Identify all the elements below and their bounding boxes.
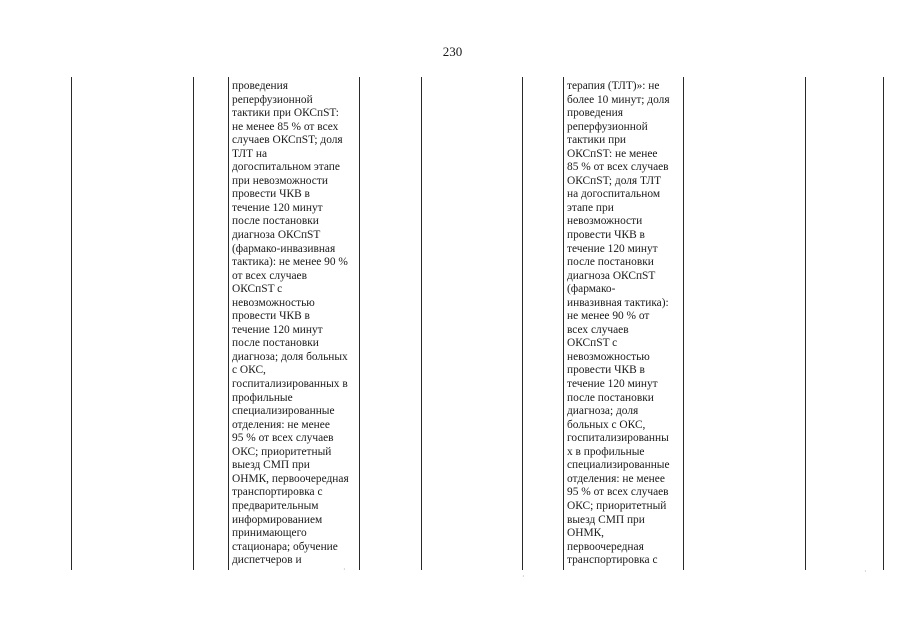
- page-number: 230: [442, 44, 463, 59]
- table-column-rule: [683, 77, 684, 570]
- table-cell-text-left: проведения реперфузионной тактики при ОКСпST: не менее 85 % от всех случаев ОКСпST; доля ТЛТ на догоспитальном этапе при невозможности провести ЧКВ в течение 120 минут после постановки диагноза ОКСпST (фармако-инвазивная тактика): не менее 90 % от всех случаев ОКСпST с невозможностью провести ЧКВ в течение 120 минут после постановки диагноза; доля больных с ОКС, госпитализированных в профильные специализированные отделения: не менее 95 % от всех случаев ОКС; приоритетный выезд СМП при ОНМК, первоочередная транспортировка с предварительным информированием принимающего стационара; обучение диспетчеров и: [232, 80, 349, 567]
- table-cell-text-right: терапия (ТЛТ)»: не более 10 минут; доля проведения реперфузионной тактики при ОКСпST: не менее 85 % от всех случаев ОКСпST; доля ТЛТ на догоспитальном этапе при невозможности провести ЧКВ в течение 120 минут после постановки диагноза ОКСпST (фармако- инвазивная тактика): не менее 90 % от всех случаев ОКСпST с невозможностью провести ЧКВ в течение 120 минут после постановки диагноза; доля больных с ОКС, госпитализированны х в профильные специализированные отделения: не менее 95 % от всех случаев ОКС; приоритетный выезд СМП при ОНМК, первоочередная транспортировка с: [567, 80, 670, 567]
- table-column-rule: [228, 77, 229, 570]
- table-column-rule: [193, 77, 194, 570]
- scan-artifact: ·: [522, 572, 525, 581]
- scan-artifact: ·: [343, 565, 346, 574]
- table-column-rule: [563, 77, 564, 570]
- table-column-rule: [883, 77, 884, 570]
- table-column-rule: [805, 77, 806, 570]
- table-column-rule: [421, 77, 422, 570]
- table-column-rule: [522, 77, 523, 570]
- table-column-rule: [359, 77, 360, 570]
- scan-artifact: ·: [864, 567, 867, 576]
- table-column-rule: [71, 77, 72, 570]
